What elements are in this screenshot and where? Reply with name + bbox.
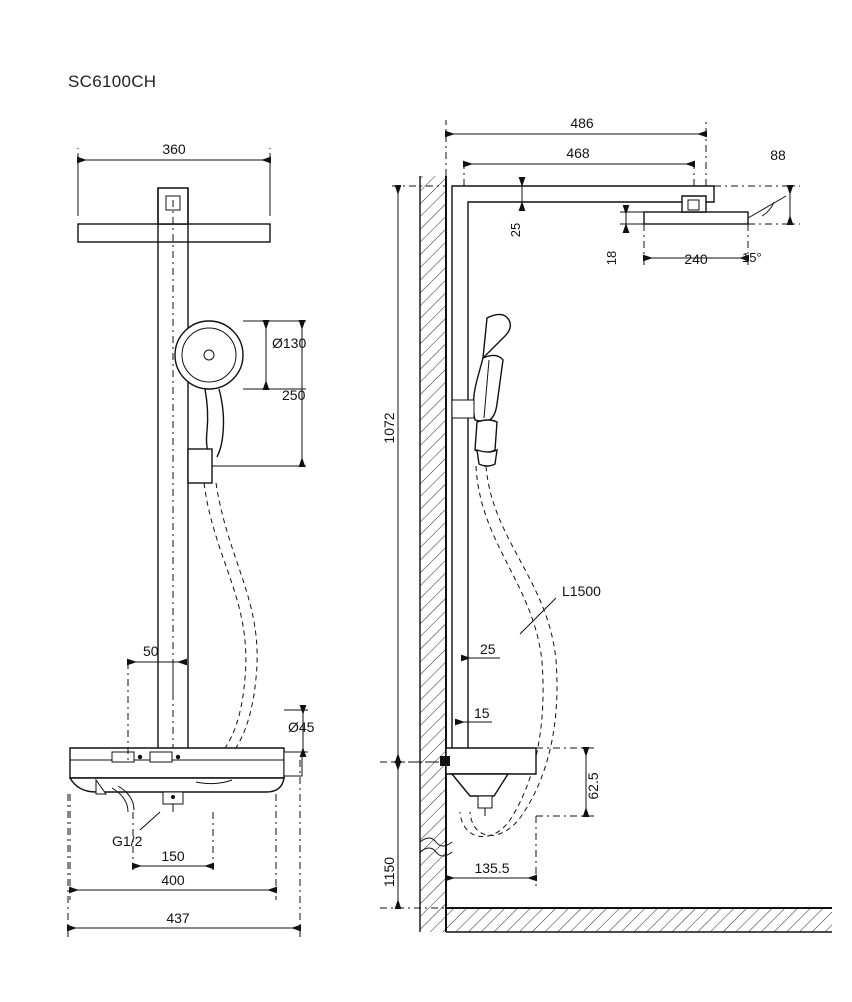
shower-hose-front bbox=[204, 483, 246, 768]
side-elevation-view bbox=[380, 115, 832, 932]
control-marker-b bbox=[176, 755, 180, 759]
floor-hatch bbox=[446, 908, 832, 932]
shower-arm-side bbox=[452, 186, 714, 762]
inlet-centre-dot bbox=[171, 795, 175, 799]
model-code-text: SC6100CH bbox=[68, 72, 157, 91]
mixer-outlet-side bbox=[478, 796, 492, 808]
leader-l1500 bbox=[520, 598, 556, 634]
overhead-shower-plate bbox=[78, 224, 270, 242]
dim-240-label: 240 bbox=[684, 251, 708, 267]
overhead-head-joint bbox=[688, 200, 699, 210]
dim-250-label: 250 bbox=[282, 387, 306, 403]
dim-25a-label: 25 bbox=[508, 222, 523, 238]
shower-hose-front-b bbox=[214, 483, 257, 772]
dim-1355-label: 135.5 bbox=[474, 860, 510, 876]
hand-shower-hose-collar bbox=[477, 450, 497, 466]
hand-shower-centre-boss bbox=[204, 350, 214, 360]
hand-shower-handle-right bbox=[217, 389, 224, 457]
mixer-side-cap bbox=[284, 752, 302, 776]
front-elevation-view bbox=[68, 141, 315, 938]
diverter-handle bbox=[150, 752, 172, 762]
dim-150-label: 150 bbox=[161, 848, 185, 864]
dim-625-label: 62.5 bbox=[585, 772, 601, 800]
mixer-body-front bbox=[70, 748, 284, 778]
dim-25b-label: 25 bbox=[480, 641, 496, 657]
control-marker-a bbox=[138, 755, 142, 759]
wall-fixing-block bbox=[440, 756, 450, 766]
dim-400-label: 400 bbox=[161, 872, 185, 888]
dim-g12-label: G1/2 bbox=[112, 833, 143, 849]
leader-g12 bbox=[140, 812, 160, 830]
dim-486-label: 486 bbox=[570, 115, 594, 131]
dim-130-label: Ø130 bbox=[272, 335, 307, 351]
wall-hatch bbox=[420, 176, 446, 932]
dim-1150-label: 1150 bbox=[381, 856, 397, 888]
dim-437-label: 437 bbox=[166, 910, 190, 926]
dim-88-label: 88 bbox=[770, 147, 786, 163]
mixer-body-side-lower bbox=[452, 774, 508, 796]
hand-shower-bracket-side bbox=[452, 400, 474, 418]
dim-468-label: 468 bbox=[566, 145, 590, 161]
dim-45-label: Ø45 bbox=[288, 719, 315, 735]
dim-15-label: 15 bbox=[474, 705, 490, 721]
hand-shower-holder bbox=[188, 449, 212, 483]
temperature-handle bbox=[112, 752, 134, 762]
dim-1072-label: 1072 bbox=[381, 412, 397, 444]
dim-50-label: 50 bbox=[143, 643, 159, 659]
overhead-head-side bbox=[644, 212, 748, 224]
mixer-body-side bbox=[446, 748, 536, 774]
hand-shower-grip-side bbox=[475, 420, 497, 453]
dim-15deg-label: 15° bbox=[742, 250, 762, 265]
dim-360-label: 360 bbox=[162, 141, 186, 157]
dim-18-label: 18 bbox=[604, 250, 619, 266]
tilt-ray bbox=[748, 196, 786, 218]
dim-l1500-label: L1500 bbox=[562, 583, 601, 599]
hand-shower-head-side bbox=[483, 314, 510, 358]
